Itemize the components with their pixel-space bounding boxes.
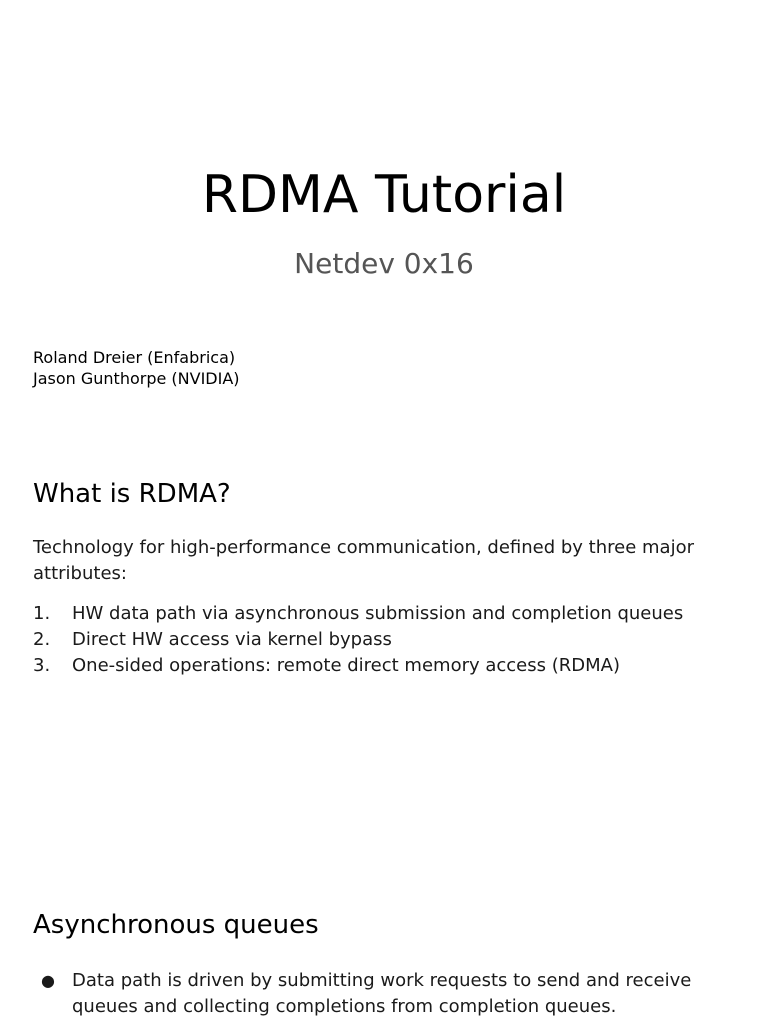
section-heading-what-is-rdma: What is RDMA? xyxy=(33,479,231,509)
list-item xyxy=(33,601,683,627)
list-item-text: One-sided operations: remote direct memory access (RDMA) xyxy=(72,655,620,676)
attributes-list xyxy=(33,601,683,679)
list-item-text: HW data path via asynchronous submission and completion queues xyxy=(72,603,684,624)
async-queues-bullets xyxy=(33,968,743,1020)
section-heading-async-queues: Asynchronous queues xyxy=(33,910,319,940)
slide-subtitle: Netdev 0x16 xyxy=(294,247,474,280)
list-item-number: 1. xyxy=(33,603,51,624)
list-item-number: 2. xyxy=(33,629,51,650)
list-item-text: Direct HW access via kernel bypass xyxy=(72,629,392,650)
section-intro-text: Technology for high-performance communication, defined by three major attributes: xyxy=(33,537,694,584)
list-item xyxy=(33,968,743,1020)
authors-block xyxy=(33,347,240,389)
list-item-number: 3. xyxy=(33,655,51,676)
list-item xyxy=(33,627,683,653)
slide-title: RDMA Tutorial xyxy=(201,165,567,225)
bullet-icon: ● xyxy=(41,971,55,990)
author-name: Jason Gunthorpe (NVIDIA) xyxy=(33,369,240,388)
list-item-text: Data path is driven by submitting work requests to send and receive queues and collecting completions from completion queues. xyxy=(72,970,692,1017)
author-name: Roland Dreier (Enfabrica) xyxy=(33,348,236,367)
list-item xyxy=(33,653,683,679)
